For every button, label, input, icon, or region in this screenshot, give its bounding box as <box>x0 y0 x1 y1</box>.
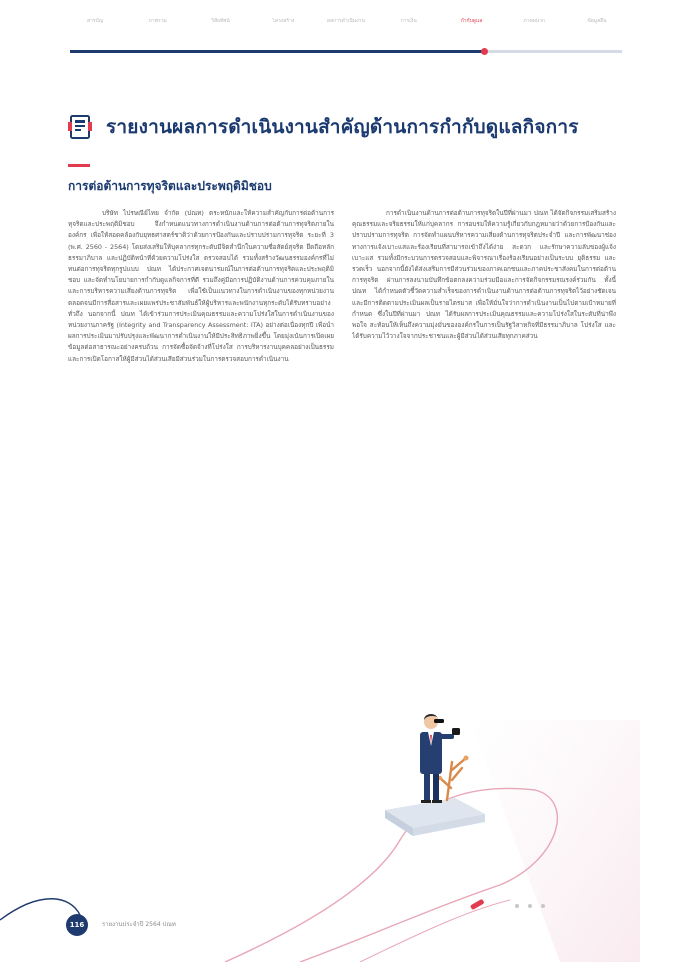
body-column-left <box>68 208 334 590</box>
dot-icon <box>528 904 532 908</box>
page-number-badge: 116 <box>66 914 88 936</box>
nav-item-contents[interactable]: สารบัญ <box>87 18 103 24</box>
nav-current-marker <box>481 48 488 55</box>
body-column-right <box>352 208 616 590</box>
page-title: รายงานผลการดำเนินงานสำคัญด้านการกำกับดูแลกิจการ <box>106 116 579 138</box>
dot-icon <box>515 904 519 908</box>
nav-item-overview[interactable]: ภาพรวม <box>148 18 167 24</box>
nav-item-vision[interactable]: วิสัยทัศน์ <box>211 18 230 24</box>
section-title <box>68 112 579 142</box>
subheading: การต่อต้านการทุจริตและประพฤติมิชอบ <box>68 179 272 193</box>
nav-item-other[interactable]: ข้อมูลอื่น <box>587 18 607 24</box>
nav-items <box>70 18 622 44</box>
nav-item-structure[interactable]: โครงสร้าง <box>272 18 295 24</box>
top-navigation <box>70 18 622 58</box>
footer-publication: รายงานประจำปี 2564 ปณท <box>102 921 176 928</box>
body-paragraph: การดำเนินงานด้านการต่อต้านการทุจริตในปีที่ผ่านมา ปณท ได้จัดกิจกรรมเสริมสร้างคุณธรรมและจริยธรรมให้แก่บุคลากร การอบรมให้ความรู้เกี่ยวกับกฎหมายว่าด้วยการป้องกันและปราบปรามการทุจริต การจัดทำแผนบริหารความเสี่ยงด้านการทุจริตประจำปี และการพัฒนาช่องทางการแจ้งเบาะแสและร้องเรียนที่สามารถเข้าถึงได้ง่าย สะดวก และรักษาความลับของผู้แจ้งเบาะแส รวมทั้งมีกระบวนการตรวจสอบและพิจารณาเรื่องร้องเรียนอย่างเป็นระบบ ยุติธรรม และรวดเร็ว นอกจากนี้ยังได้ส่งเสริมการมีส่วนร่วมของภาคเอกชนและภาคประชาสังคมในการต่อต้านการทุจริต ผ่านการลงนามบันทึกข้อตกลงความร่วมมือและการจัดกิจกรรมรณรงค์ร่วมกัน ทั้งนี้ ปณท ได้กำหนดตัวชี้วัดความสำเร็จของการดำเนินงานด้านการต่อต้านการทุจริตไว้อย่างชัดเจน และมีการติดตามประเมินผลเป็นรายไตรมาส เพื่อให้มั่นใจว่าการดำเนินงานเป็นไปตามเป้าหมายที่กำหนด ซึ่งในปีที่ผ่านมา ปณท ได้รับผลการประเมินคุณธรรมและความโปร่งใสในระดับที่น่าพึงพอใจ สะท้อนให้เห็นถึงความมุ่งมั่นขององค์กรในการเป็นรัฐวิสาหกิจที่มีธรรมาภิบาล โปร่งใส และได้รับความไว้วางใจจากประชาชนและผู้มีส่วนได้ส่วนเสียทุกภาคส่วน <box>352 209 616 341</box>
governance-icon <box>68 114 92 140</box>
subheading-accent <box>68 164 90 167</box>
body-paragraph: บริษัท ไปรษณีย์ไทย จำกัด (ปณท) ตระหนักและให้ความสำคัญกับการต่อต้านการทุจริตและประพฤติมิชอบ จึงกำหนดแนวทางการดำเนินงานด้านการต่อต้านการทุจริตภายในองค์กร เพื่อให้สอดคล้องกับยุทธศาสตร์ชาติว่าด้วยการป้องกันและปราบปรามการทุจริต ระยะที่ 3 (พ.ศ. 2560 - 2564) โดยส่งเสริมให้บุคลากรทุกระดับมีจิตสำนึกในความซื่อสัตย์สุจริต ยึดถือหลักธรรมาภิบาล และปฏิบัติหน้าที่ด้วยความโปร่งใส ตรวจสอบได้ รวมทั้งสร้างวัฒนธรรมองค์กรที่ไม่ทนต่อการทุจริตทุกรูปแบบ ปณท ได้ประกาศเจตนารมณ์ในการต่อต้านการทุจริตและประพฤติมิชอบ และจัดทำนโยบายการกำกับดูแลกิจการที่ดี รวมถึงคู่มือการปฏิบัติงานด้านการควบคุมภายในและการบริหารความเสี่ยงด้านการทุจริต เพื่อใช้เป็นแนวทางในการดำเนินงานของทุกหน่วยงาน ตลอดจนมีการสื่อสารและเผยแพร่ประชาสัมพันธ์ให้ผู้บริหารและพนักงานทุกระดับได้รับทราบอย่างทั่วถึง นอกจากนี้ ปณท ได้เข้าร่วมการประเมินคุณธรรมและความโปร่งใสในการดำเนินงานของหน่วยงานภาครัฐ (Integrity and Transparency Assessment: ITA) อย่างต่อเนื่องทุกปี เพื่อนำผลการประเมินมาปรับปรุงและพัฒนาการดำเนินงานให้มีประสิทธิภาพยิ่งขึ้น โดยมุ่งเน้นการเปิดเผยข้อมูลต่อสาธารณะอย่างครบถ้วน การจัดซื้อจัดจ้างที่โปร่งใส การบริหารงานบุคคลอย่างเป็นธรรม และการเปิดโอกาสให้ผู้มีส่วนได้ส่วนเสียมีส่วนร่วมในการตรวจสอบการดำเนินงาน <box>68 209 334 363</box>
nav-item-finance[interactable]: การเงิน <box>400 18 417 24</box>
decorative-dots <box>515 904 545 908</box>
nav-item-performance[interactable]: ผลการดำเนินงาน <box>327 18 365 24</box>
nav-item-appendix[interactable]: ภาคผนวก <box>523 18 546 24</box>
nav-progress <box>70 50 484 53</box>
dot-icon <box>541 904 545 908</box>
nav-item-governance[interactable]: กำกับดูแล <box>460 18 483 24</box>
